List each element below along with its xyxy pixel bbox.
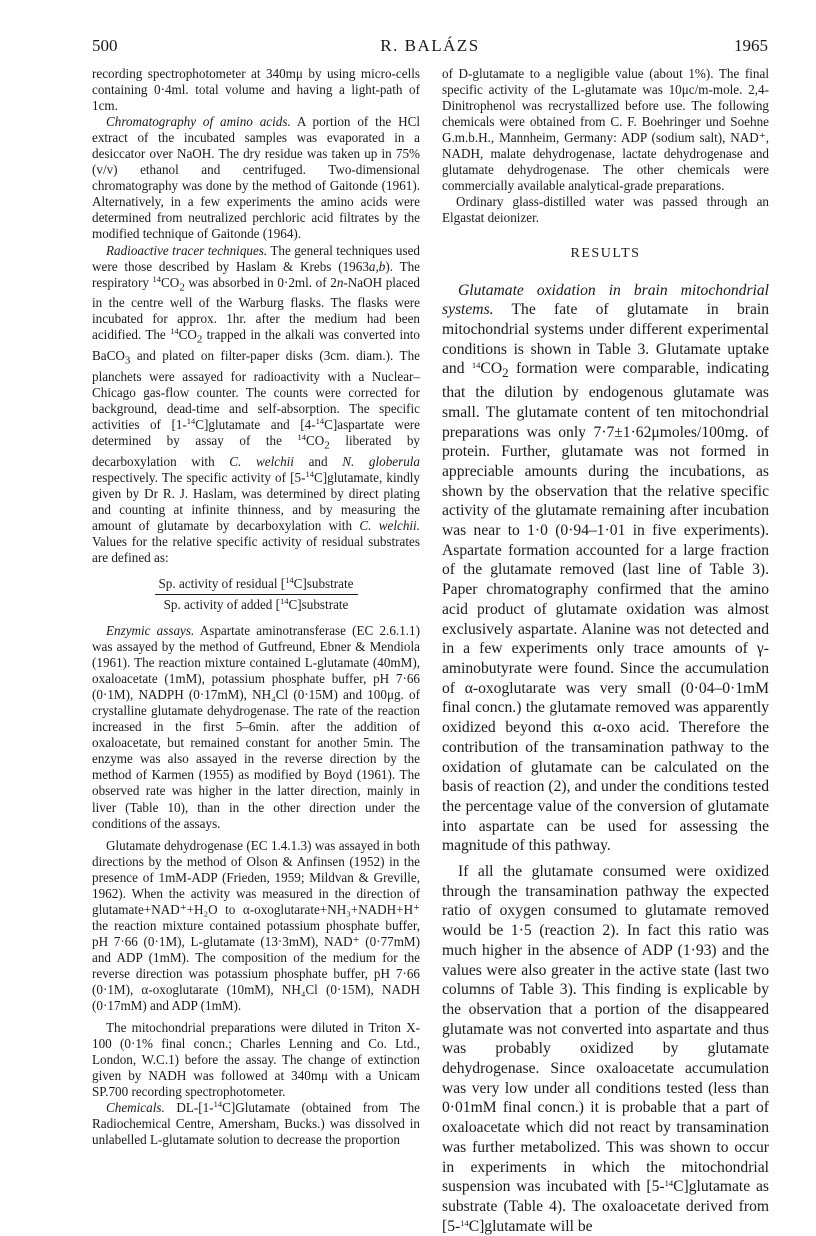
text-run: C]Glutamate (obtained from The Radiochemical Centre, Amersham, Bucks.) was dissolved in unlabelled L-glutamate solution to decrease the proportion bbox=[92, 1100, 421, 1148]
text-run: C]glutamate and [4- bbox=[195, 416, 316, 432]
text-run: formation were comparable, indicating that the dilution by endogenous glutamate was small. The glutamate content of ten mitochondrial preparations was only 7·7±1·62μmoles/100mg. of protein. Further, glutamate was not formed in appreciable amounts during the incubations, as shown by the observation that the relative specific activity of the glutamate remaining after incubation was near to 1·0 (0·94–1·01 in five experiments). Aspartate formation accounted for a large fraction of the glutamate removed (last line of Table 3). Paper chromatography confirmed that the amino acid product of glutamate oxidation was almost exclusively aspartate. Alanine was not detected and in a few experiments only trace amounts of γ-aminobutyrate were found. Since the accumulation of α-oxoglutarate was very small (0·04–0·1mM final concn.) the glutamate removed was apparently oxidized beyond this α-oxo acid. Therefore the contribution of the transamination pathway to the oxidation of glutamate can be calculated on the basis of reaction (2), and under the conditions tested the percentage value of the conversion of glutamate into aspartate can be used for assessing the magnitude of this pathway. bbox=[442, 360, 769, 855]
text-run: If all the glutamate consumed were oxidized through the transamination pathway the expected ratio of oxygen consumed to glutamate removed would be 1·5 (reaction 2). In fact this ratio was much higher in the absence of ADP (1·93) and the values were also greater in the active state (last two columns of Table 3). This finding is explicable by the observation that a portion of the disappeared glutamate was not converted into aspartate and thus was probably oxidized by glutamate dehydrogenase. Since oxaloacetate accumulation was very low under all conditions tested (less than 0·01mM final concn.) it is probable that a part of oxaloacetate which did not react by transamination was further metabolized. This was shown to occur in experiments in which the mitochondrial suspension was incubated with [5- bbox=[442, 863, 769, 1196]
section-heading-results: RESULTS bbox=[570, 246, 641, 262]
right-column bbox=[442, 66, 769, 1236]
text-run: C]substrate bbox=[293, 575, 354, 591]
running-author: R. BALÁZS bbox=[380, 36, 480, 55]
paragraph-glutamate-oxidation bbox=[442, 281, 769, 857]
text-run: N. globerula bbox=[342, 453, 421, 469]
superscript: 14 bbox=[460, 1217, 469, 1228]
text-run: n bbox=[336, 274, 344, 290]
text-run: ). The respiratory bbox=[92, 258, 420, 290]
superscript: 14 bbox=[152, 273, 162, 284]
paragraph bbox=[442, 862, 769, 1236]
paragraph: The mitochondrial preparations were diluted in Triton X-100 (0·1% final concn.; Charles Lenning and Co. Ltd., London, W.C.1) before the assay. The change of extinction given by NADH was followed at 340mμ with a Unicam SP.700 recording spectrophotometer. bbox=[92, 1020, 420, 1100]
paragraph-enzymic-assays bbox=[92, 623, 420, 832]
results-text bbox=[442, 281, 769, 1236]
left-column bbox=[92, 66, 420, 1149]
text-run: C]aspartate were determined by assay of the bbox=[92, 416, 420, 448]
paragraph: recording spectrophotometer at 340mμ by using micro-cells containing 0·4ml. total volume and having a light-path of 1cm. bbox=[92, 66, 420, 114]
text-run: The fate of glutamate in brain mitochondrial systems under different experimental conditions is shown in Table 3. Glutamate uptake and bbox=[442, 301, 769, 378]
text-run: trapped in the alkali was converted into BaCO bbox=[92, 327, 421, 364]
paragraph-heading: Glutamate oxidation in brain mitochondrial systems. bbox=[442, 281, 769, 319]
paragraph-heading: Chemicals. bbox=[106, 1100, 165, 1116]
superscript: 14 bbox=[186, 415, 196, 426]
paragraph: of D-glutamate to a negligible value (about 1%). The final specific activity of the L-glutamate was 10μc/m-mole. 2,4-Dinitrophenol was recrystallized before use. The following chemicals were obtained from C. F. Boehringer und Soehne G.m.b.H., Mannheim, Germany: ADP (sodium salt), NAD⁺, NADH, malate dehydrogenase, lactate dehydrogenase and glutamate dehydrogenase. The other chemicals were commercially available analytical-grade preparations. bbox=[442, 66, 769, 194]
text-run: The general techniques used were those described by Haslam & Krebs (1963 bbox=[92, 242, 420, 274]
specific-activity-fraction bbox=[92, 576, 420, 613]
fraction-numerator bbox=[155, 576, 358, 595]
running-year: 1965 bbox=[734, 36, 768, 55]
text-run: a,b bbox=[368, 258, 386, 274]
text-run: CO bbox=[306, 432, 325, 448]
running-header bbox=[92, 36, 768, 60]
paragraph-text: A portion of the HCl extract of the incubated samples was evaporated in a desiccator over NaOH. The dry residue was taken up in 75% (v/v) ethanol and centrifuged. Two-dimensional chromatography was done by the method of Gaitonde (1961). Alternatively, in a few experiments the amino acids were determined from neutralized perchloric acid filtrates by the modified technique of Gaitonde (1964). bbox=[92, 114, 420, 242]
text-run: was absorbed in 0·2ml. of 2 bbox=[184, 274, 337, 290]
fraction-denominator bbox=[92, 595, 420, 613]
superscript: 14 bbox=[280, 595, 289, 606]
subscript: 2 bbox=[502, 365, 509, 381]
text-run: C]glutamate will be bbox=[468, 1217, 593, 1235]
text-run: C]glutamate, kindly given by Dr R. J. Haslam, was determined by direct plating and counting at infinite thinness, and by measuring the amount of glutamate by decarboxylation with bbox=[92, 469, 420, 533]
superscript: 14 bbox=[315, 415, 325, 426]
text-run: C. welchii. bbox=[359, 517, 420, 533]
paragraph-heading: Radioactive tracer techniques. bbox=[106, 242, 268, 258]
superscript: 14 bbox=[170, 326, 179, 337]
text-run: CO bbox=[178, 327, 197, 343]
superscript: 14 bbox=[285, 574, 294, 585]
superscript: 14 bbox=[297, 431, 307, 442]
text-run: C. welchii bbox=[229, 453, 294, 469]
text-run: CO bbox=[161, 274, 180, 290]
superscript: 14 bbox=[471, 360, 481, 371]
text-run: and bbox=[293, 453, 343, 469]
text-run: CO bbox=[480, 360, 503, 378]
paragraph-chromatography bbox=[92, 114, 420, 242]
subscript: 3 bbox=[124, 354, 131, 367]
text-run: respectively. The specific activity of [5- bbox=[92, 469, 306, 485]
paragraph: Ordinary glass-distilled water was passed through an Elgastat deionizer. bbox=[442, 194, 769, 226]
subscript: 2 bbox=[196, 334, 203, 346]
text-run: -NaOH placed in the centre well of the Warburg flasks. The flasks were incubated for approx. 1hr. after the medium had been acidified. The bbox=[92, 274, 420, 343]
text-run: and plated on filter-paper disks (3cm. diam.). The planchets were assayed for radioactivity with a Nuclear–Chicago gas-flow counter. The counts were corrected for background, dead-time and self-absorption. The specific activities of [1- bbox=[92, 348, 420, 432]
superscript: 14 bbox=[305, 468, 314, 479]
superscript: 14 bbox=[664, 1178, 674, 1189]
subscript: 2 bbox=[324, 439, 330, 452]
paragraph-heading: Enzymic assays. bbox=[106, 623, 195, 638]
text-run: C]glutamate as substrate (Table 4). The oxaloacetate derived from [5- bbox=[442, 1178, 770, 1235]
text-run: liberated by decarboxylation with bbox=[92, 432, 420, 469]
text-run: C]substrate bbox=[288, 596, 349, 612]
superscript: 14 bbox=[213, 1099, 223, 1110]
paragraph: Glutamate dehydrogenase (EC 1.4.1.3) was assayed in both directions by the method of Olson & Anfinsen (1952) in the presence of 1mM-ADP (Frieden, 1959; Mildvan & Greville, 1962). When the activity was measured in the direction of glutamate+NAD⁺+H₂O to α-oxoglutarate+NH₃+NADH+H⁺ the reaction mixture contained potassium phosphate buffer, pH 7·66 (0·1M), L-glutamate (13·3mM), NAD⁺ (0·77mM) and ADP (1mM). The composition of the medium for the reverse direction was potassium phosphate buffer, pH 7·66 (0·1M), α-oxoglutarate (10mM), NH₄Cl (0·15M), NADH (0·17mM) and ADP (1mM). bbox=[92, 837, 420, 1014]
text-run: Values for the relative specific activity of residual substrates are defined as: bbox=[92, 533, 420, 565]
paragraph-heading: Chromatography of amino acids. bbox=[106, 114, 291, 130]
text-run: Sp. activity of added [ bbox=[163, 596, 281, 612]
paragraph-chemicals bbox=[92, 1100, 420, 1148]
subscript: 2 bbox=[179, 281, 185, 294]
page-number: 500 bbox=[92, 36, 118, 55]
paragraph-radioactive bbox=[92, 243, 420, 566]
text-run: DL-[1- bbox=[164, 1100, 214, 1116]
text-run: Sp. activity of residual [ bbox=[158, 575, 286, 591]
paragraph-text: Aspartate aminotransferase (EC 2.6.1.1) was assayed by the method of Gutfreund, Ebner & Mendiola (1961). The reaction mixture contained L-glutamate (40mM), oxaloacetate (1mM), potassium phosphate buffer, pH 7·66 (0·1M), NADPH (0·17mM), NH₄Cl (0·15M) and 100μg. of crystalline glutamate dehydrogenase. The rate of the reaction increased in the first 5–6min. after the addition of oxaloacetate, but remained constant for another 5min. The enzyme was also assayed in the reverse direction by the method of Karmen (1955) as modified by Boyd (1961). The observed rate was higher in the latter direction, mainly in liver (Table 10), than in the other direction under the conditions of the assays. bbox=[92, 623, 420, 831]
